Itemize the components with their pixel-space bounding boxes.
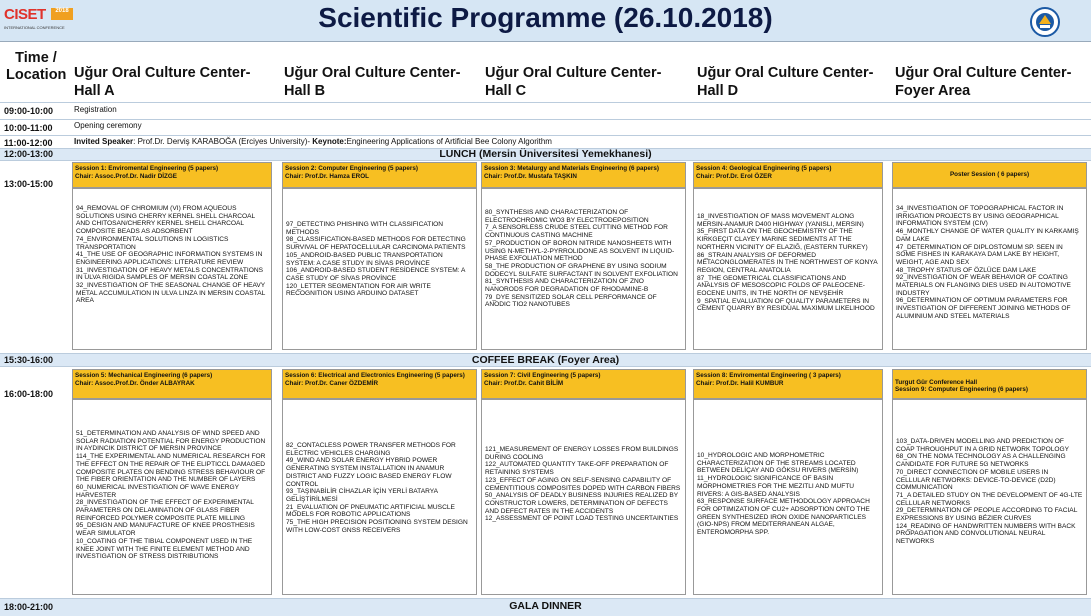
paper-item: 12_ASSESSMENT OF POINT LOAD TESTING UNCERTAINTIES [485,515,679,523]
poster-session-papers [892,188,1087,350]
session-2-papers [282,188,477,350]
session-7-papers [481,399,686,595]
session-title: Session 8: Enviromental Engineering ( 3 papers) [696,372,841,379]
session-chair: Chair: Prof.Dr. Halil KUMBUR [696,379,784,387]
coffee-text: COFFEE BREAK (Foyer Area) [471,354,620,366]
coffee-break-row [0,353,1091,366]
page-header [0,0,1091,42]
paper-item: 122_AUTOMATED QUANTITY TAKE-OFF PREPARATION OF RETAINING SYSTEMS [485,461,669,477]
university-emblem-icon [1029,6,1061,38]
paper-item: 51_DETERMINATION AND ANALYSIS OF WIND SPEED AND SOLAR RADIATION POTENTIAL FOR ENERGY PRODUCTION IN AYDINCIK DISTRICT OF MERSIN PROVINCE [76,430,266,453]
paper-item: 47_DETERMINATION OF DIPLOSTOMUM SP. SEEN IN SOME FISHES IN KARAKAYA DAM LAKE BY HEIGHT, WEIGHT, AGE AND SEX [896,243,1063,266]
paper-item: 28_INVESTIGATION OF THE EFFECT OF EXPERIMENTAL PARAMETERS ON DELAMINATION OF GLASS FIBER REINFORCED POLYMER COMPOSITE PLATE MILLING [76,499,254,522]
paper-item: 41_THE USE OF GEOGRAPHIC INFORMATION SYSTEMS IN ENGINEERING APPLICATIONS: LITERATURE REVIEW [76,251,263,266]
session-1-papers [72,188,272,350]
paper-item: 81_SYNTHESIS AND CHARACTERIZATION OF ZNO NANORODS FOR DEGRADATION OF RHODAMINE-B [485,278,649,294]
gala-time: 18:00-21:00 [4,602,54,612]
hall-b-header: Uğur Oral Culture Center-Hall B [284,65,461,99]
session-chair: Chair: Prof.Dr. Hamza EROL [285,172,369,180]
paper-item: 68_ON THE NOMA TECHNOLOGY AS A CHALLENGING CANDIDATE FOR FUTURE 5G NETWORKS [896,453,1066,469]
registration-time: 09:00-10:00 [4,106,54,116]
paper-item: 93_TAŞINABİLİR CİHAZLAR İÇİN YERLİ BATARYA GELİŞTİRİLMESİ [286,488,438,503]
paper-item: 92_INVESTIGATION OF WEAR BEHAVIOR OF COATING MATERIALS ON FLANGING DIES USED IN AUTOMOTIVE INDUSTRY [896,274,1071,297]
session-9-header [892,369,1087,399]
session-8-header [693,369,883,399]
paper-item: 105_ANDROID-BASED PUBLIC TRANSPORTATION SYSTEM: A CASE STUDY IN SİVAS PROVİNCE [286,251,443,267]
paper-item: 97_DETECTING PHISHING WITH CLASSIFICATION METHODS [286,221,444,236]
session-9-papers [892,399,1087,595]
session-3-header [481,162,686,188]
session-title: Turgut Gür Conference Hall Session 9: Computer Engineering (6 papers) [895,379,1028,393]
coffee-time: 15:30-16:00 [4,355,54,365]
session-title: Session 4: Geological Engineering (5 papers) [696,165,832,172]
paper-item: 96_DETERMINATION OF OPTIMUM PARAMETERS FOR INVESTIGATION OF DIFFERENT JOINING METHODS OF ALUMINIUM AND STEEL MATERIALS [896,297,1071,320]
session-title: Session 3: Metalurgy and Materials Engineering (6 papers) [484,165,659,172]
gala-dinner-row [0,598,1091,616]
invited-speaker-row [0,135,1091,148]
paper-item: 60_NUMERICAL INVESTIGATION OF WAVE ENERGY HARVESTER [76,483,239,499]
session-4-header [693,162,883,188]
paper-item: 106_ANDROID-BASED STUDENT RESİDENCE SYSTEM: A CASE STUDY OF SİVAS PROVİNCE [286,267,466,282]
paper-item: 95_DESIGN AND MANUFACTURE OF KNEE PROSTHESIS WEAR SIMULATOR [76,522,255,538]
session-title: Session 7: Civil Engineering (5 papers) [484,372,601,379]
paper-item: 86_STRAIN ANALYSIS OF DEFORMED METACONGLOMERATES IN THE NORTHWEST OF KONYA REGION, CENTRAL ANATOLIA [697,251,878,274]
paper-item: 80_SYNTHESIS AND CHARACTERIZATION OF ELECTROCHROMIC WO3 BY ELECTRODEPOSITION [485,209,649,224]
paper-item: 74_ENVIRONMENTAL SOLUTIONS IN LOGISTICS TRANSPORTATION [76,235,229,251]
paper-item: 94_REMOVAL OF CHROMIUM (VI) FROM AQUEOUS SOLUTIONS USING CHERRY KERNEL SHELL CHARCOAL AND CHITOSAN/CHERRY KERNEL SHELL CHARCOAL COMPOSITE BEADS AS ADSORBENT [76,205,255,236]
session-5-header [72,369,272,399]
paper-item: 11_HYDROLOGIC SIGNIFICANCE OF BASIN MORPHOMETRIES FOR THE MEZITLI AND MUFTU RIVERS: A GIS-BASED ANALYSIS [697,475,855,498]
session-2-header [282,162,477,188]
session-chair: Chair: Assoc.Prof.Dr. Önder ALBAYRAK [75,379,195,387]
registration-row [0,102,1091,119]
invited-label: Invited Speaker [74,137,134,146]
opening-row [0,119,1091,135]
logo-text: CISET [4,6,46,23]
paper-item: 46_MONTHLY CHANGE OF WATER QUALITY IN KARKAMIŞ DAM LAKE [896,228,1079,243]
session-3-papers [481,188,686,350]
logo-subtitle: INTERNATIONAL CONFERENCE [4,25,65,30]
lunch-text: LUNCH (Mersin Üniversitesi Yemekhanesi) [439,148,652,160]
gala-text: GALA DINNER [509,600,582,612]
session-7-header [481,369,686,399]
session-6-header [282,369,477,399]
lunch-time: 12:00-13:00 [4,149,54,159]
invited-time: 11:00-12:00 [4,138,53,148]
session-title: Session 1: Enviromental Engineering (5 papers) [75,165,219,172]
paper-item: 75_THE HIGH PRECISION POSITIONING SYSTEM DESIGN WITH LOW-COST GNSS RECEIVERS [286,519,468,534]
paper-item: 34_INVESTIGATION OF TOPOGRAPHICAL FACTOR IN IRRIGATION PROJECTS BY USING GEOGRAPHICAL INFORMATION SYSTEM (CIV) [896,205,1064,228]
time-location-header: Time / Location [6,50,67,83]
session-title: Session 2: Computer Engineering (5 papers) [285,165,418,172]
paper-item: 82_CONTACLESS POWER TRANSFER METHODS FOR ELECTRIC VEHICLES CHARGING [286,442,456,457]
session-chair: Chair: Prof.Dr. Caner ÖZDEMİR [285,379,379,387]
invited-speaker: : Prof.Dr. Derviş KARABOĞA (Erciyes University)- [133,137,313,146]
hall-a-header: Uğur Oral Culture Center-Hall A [74,65,251,99]
page-title: Scientific Programme (26.10.2018) [318,2,773,33]
paper-item: 124_READING OF HANDWRITTEN NUMBERS WITH BACK PROPAGATION AND CONVOLUTIONAL NEURAL NETWORKS [896,522,1076,546]
session-5-papers [72,399,272,595]
paper-item: 98_CLASSIFICATION-BASED METHODS FOR DETECTING SURVIVAL OF HEPATOCELLULAR CARCINOMA PATIENTS [286,236,466,252]
paper-item: 121_MEASUREMENT OF ENERGY LOSSES FROM BUILDINGS DURING COOLING [485,446,679,461]
logo-badge: 2018 [51,8,73,20]
paper-item: 32_INVESTIGATION OF THE SEASONAL CHANGE OF HEAVY METAL ACCUMULATION IN ULVA LINZA IN MERSIN COASTAL AREA [76,282,266,305]
session-chair: Chair: Assoc.Prof.Dr. Nadir DİZGE [75,172,177,180]
opening-time: 10:00-11:00 [4,123,53,133]
block2-time: 16:00-18:00 [4,389,54,399]
paper-item: 120_LETTER SEGMENTATION FOR AIR WRITE RECOGNITION USING ARDUINO DATASET [286,282,431,298]
keynote-label: Keynote: [312,137,347,146]
opening-text: Opening ceremony [74,121,142,130]
keynote-title: Engineering Applications of Artificial Bee Colony Algorithm [346,137,552,146]
session-8-papers [693,399,883,595]
block1-time: 13:00-15:00 [4,179,54,189]
session-chair: Chair: Prof.Dr. Erol ÖZER [696,172,772,180]
session-chair: Chair: Prof.Dr. Cahit BİLİM [484,379,564,387]
registration-text: Registration [74,105,117,114]
poster-session-header [892,162,1087,188]
session-4-papers [693,188,883,350]
paper-item: 123_EFFECT OF AGING ON SELF-SENSING CAPABILITY OF CEMENTITIOUS COMPOSITES DOPED WITH CARBON FIBERS [485,476,681,492]
paper-item: 50_ANALYSIS OF DEADLY BUSINESS INJURIES REALIZED BY CONSTRUCTOR LOWERS, DETERMINATION OF DEFECTS AND DEFECT RATES IN THE ACCIDENTS [485,492,678,515]
session-1-header [72,162,272,188]
session-title: Poster Session ( 6 papers) [949,171,1030,178]
session-chair: Chair: Prof.Dr. Mustafa TAŞKIN [484,172,577,180]
paper-item: 63_RESPONSE SURFACE METHODOLOGY APPROACH FOR OPTIMIZATION OF CU2+ ADSORPTION ONTO THE GREEN SYNTHESIZED IRON OXIDE NANOPARTICLES (GIO-NPS) FROM MEDITERRANEAN ALGAE, ENTEROMORPHA SPP. [697,498,870,537]
session-title: Session 6: Electrical and Electronics Engineering (5 papers) [285,372,465,379]
foyer-area-header: Uğur Oral Culture Center-Foyer Area [895,65,1072,99]
paper-item: 10_COATING OF THE TIBIAL COMPONENT USED IN THE KNEE JOINT WITH THE FINITE ELEMENT METHOD AND INVESTIGATION OF STRESS DISTRIBUTIONS [76,537,253,561]
paper-item: 48_TROPHY STATUS OF ÖZLÜCE DAM LAKE [896,266,1036,274]
paper-item: 18_INVESTIGATION OF MASS MOVEMENT ALONG MERSIN-ANAMUR D400 HIGHWAY (YANISLI, MERSIN) [697,213,864,228]
paper-item: 29_DETERMINATION OF PEOPLE ACCORDING TO FACIAL EXPRESSIONS BY USING BÉZIER CURVES [896,507,1078,523]
paper-item: 35_FIRST DATA ON THE GEOCHEMISTRY OF THE KIRKGEÇIT CLAYEY MARINE SEDIMENTS AT THE NORTHERN VICINITY OF ELAZIĞ, (EASTERN TURKEY) [697,228,868,251]
paper-item: 7_A SENSORLESS CRUDE STEEL CUTTING METHOD FOR CONTINUOUS CASTING MACHINE [485,224,668,240]
paper-item: 114_THE EXPERIMENTAL AND NUMERICAL RESEARCH FOR THE EFFECT ON THE REPAIR OF THE ELIPTICCL DAMAGED COMPOSITE PLATES ON BENDING STRESS BEHAVIOUR OF THE FIBER ORIENTATION AND THE NUMBER OF LAYERS [76,453,266,484]
paper-item: 57_PRODUCTION OF BORON NITRIDE NANOSHEETS WITH USING N-METHYL-2-PYRROLIDONE AS SOLVENT IN LIQUID-PHASE EXFOLIATION METHOD [485,239,675,263]
paper-item: 87_THE GEOMETRICAL CLASSIFICATIONS AND ANALYSIS OF MESOSCOPIC FOLDS OF PALEOCENE-EOCENE UNITS, IN THE NORTH OF NEVŞEHİR [697,274,865,298]
paper-item: 71_A DETAILED STUDY ON THE DEVELOPMENT OF 4G-LTE CELLULAR NETWORKS [896,491,1083,507]
paper-item: 70_DIRECT CONNECTION OF MOBILE USERS IN CELLULAR NETWORKS: DEVICE-TO-DEVICE (D2D) COMMUNICATION [896,468,1056,492]
lunch-row [0,148,1091,160]
paper-item: 21_EVALUATION OF PNEUMATIC ARTIFICIAL MUSCLE MODELS FOR ROBOTIC APPLICATIONS [286,503,455,519]
paper-item: 79_DYE SENSITIZED SOLAR CELL PERFORMANCE OF ANODIC TIO2 NANOTUBES [485,293,657,309]
paper-item: 103_DATA-DRIVEN MODELLING AND PREDICTION OF COAP THROUGHPUT IN A GRID NETWORK TOPOLOGY [896,438,1070,453]
session-title: Session 5: Mechanical Engineering (6 papers) [75,372,213,379]
paper-item: 58_THE PRODUCTION OF GRAPHENE BY USING SODIUM DODECYL SULFATE SURFACTANT IN SOLVENT EXFOLIATION [485,262,678,278]
paper-item: 9_SPATIAL EVALUATION OF QUALITY PARAMETERS IN CEMENT QUARRY BY RESIDUAL MAXIMUM LIKELIHOOD [697,297,875,313]
paper-item: 49_WIND AND SOLAR ENERGY HYBRID POWER GENERATING SYSTEM INSTALLATION IN ANAMUR DISTRICT AND FUZZY LOGIC BASED ENERGY FLOW CONTROL [286,457,452,488]
hall-d-header: Uğur Oral Culture Center-Hall D [697,65,874,99]
paper-item: 10_HYDROLOGIC AND MORPHOMETRIC CHARACTERIZATION OF THE STREAMS LOCATED BETWEEN DELİÇAY AND GÖKSU RIVERS (MERSİN) [697,452,859,475]
hall-c-header: Uğur Oral Culture Center-Hall C [485,65,662,99]
session-6-papers [282,399,477,595]
paper-item: 31_INVESTIGATION OF HEAVY METALS CONCENTRATIONS IN ULVA RIGIDA SAMPLES OF MERSIN COASTAL ZONE [76,266,263,282]
